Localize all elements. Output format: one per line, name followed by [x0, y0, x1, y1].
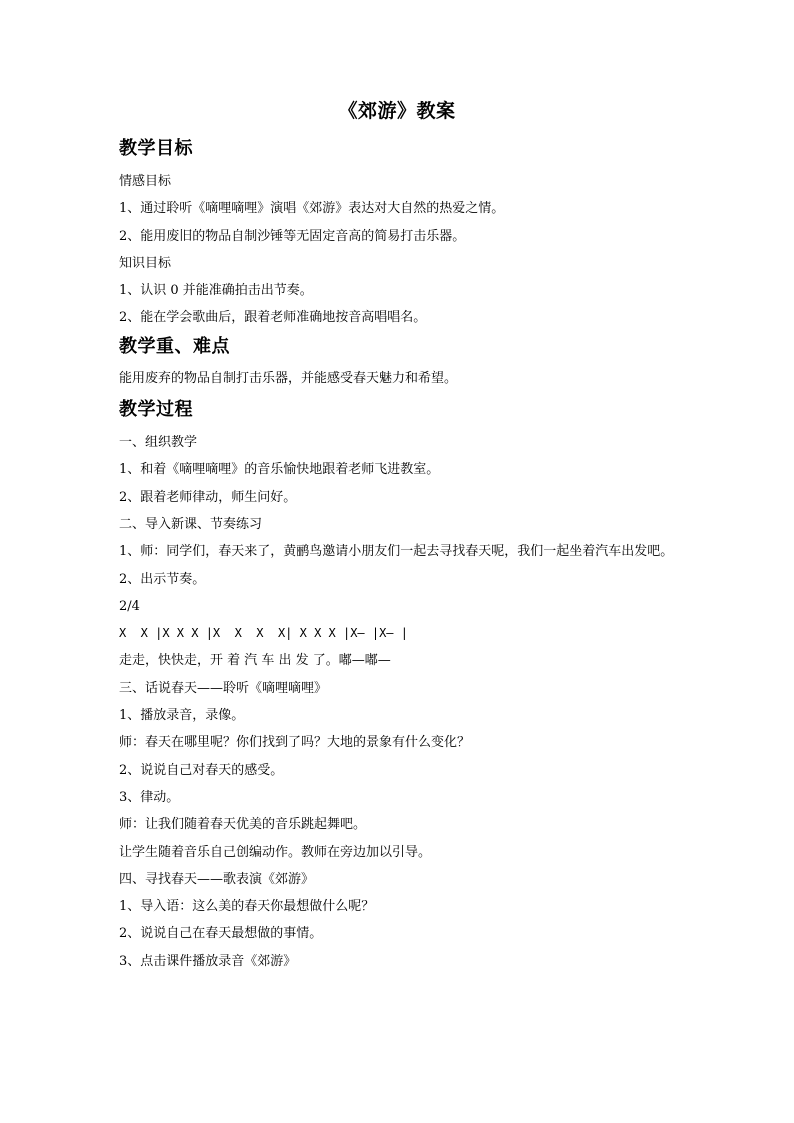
- step-heading: 二、导入新课、节奏练习: [119, 516, 263, 532]
- paragraph: 能用废弃的物品自制打击乐器，并能感受春天魅力和希望。: [119, 370, 458, 386]
- paragraph: 2、能用废旧的物品自制沙锤等无固定音高的简易打击乐器。: [119, 228, 466, 244]
- step-heading: 一、组织教学: [119, 435, 198, 451]
- document-body: [119, 134, 679, 975]
- paragraph: 师：让我们随着春天优美的音乐跳起舞吧。: [119, 817, 367, 833]
- paragraph: 3、律动。: [119, 789, 180, 805]
- rhythm-lyrics: 走走，快快走，开 着 汽 车 出 发 了。嘟—嘟—: [119, 653, 391, 669]
- step-heading: 三、话说春天——聆听《嘀哩嘀哩》: [119, 680, 328, 696]
- step-heading: 四、寻找春天——歌表演《郊游》: [119, 871, 315, 887]
- paragraph: 2、说说自己在春天最想做的事情。: [119, 926, 323, 942]
- paragraph: 2、说说自己对春天的感受。: [119, 762, 284, 778]
- section-heading-key-points: 教学重、难点: [119, 335, 230, 357]
- section-heading-process: 教学过程: [119, 399, 193, 421]
- subheading-knowledge-goals: 知识目标: [119, 255, 172, 271]
- paragraph: 1、播放录音，录像。: [119, 708, 245, 724]
- rhythm-notation: X X |X X X |X X X X| X X X |X— |X— |: [119, 626, 408, 641]
- paragraph: 2、出示节奏。: [119, 571, 206, 587]
- paragraph: 让学生随着音乐自己创编动作。教师在旁边加以引导。: [119, 844, 432, 860]
- paragraph: 1、通过聆听《嘀哩嘀哩》演唱《郊游》表达对大自然的热爱之情。: [119, 201, 505, 217]
- paragraph: 2、能在学会歌曲后，跟着老师准确地按音高唱唱名。: [119, 310, 427, 326]
- paragraph: 3、点击课件播放录音《郊游》: [119, 953, 297, 969]
- paragraph: 1、认识 0 并能准确拍击出节奏。: [119, 283, 313, 299]
- subheading-emotion-goals: 情感目标: [119, 174, 172, 189]
- paragraph: 1、师：同学们，春天来了，黄鹂鸟邀请小朋友们一起去寻找春天呢，我们一起坐着汽车出发吧。: [119, 544, 674, 560]
- document-title: 《郊游》教案: [338, 100, 456, 122]
- paragraph: 师：春天在哪里呢？你们找到了吗？大地的景象有什么变化？: [119, 735, 471, 751]
- paragraph: 2、跟着老师律动，师生问好。: [119, 489, 297, 505]
- section-heading-goals: 教学目标: [119, 138, 193, 159]
- paragraph: 1、导入语：这么美的春天你最想做什么呢？: [119, 899, 375, 915]
- paragraph: 1、和着《嘀哩嘀哩》的音乐愉快地跟着老师飞进教室。: [119, 462, 440, 478]
- time-signature: 2/4: [119, 598, 140, 614]
